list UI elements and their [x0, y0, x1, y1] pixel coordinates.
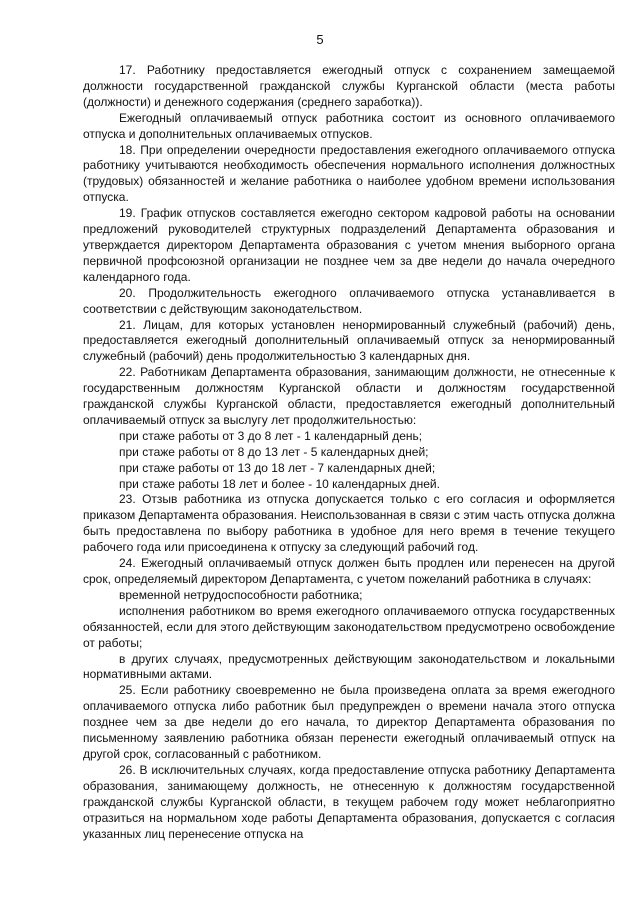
service-length-item-4: при стаже работы 18 лет и более - 10 календарных дней. [119, 476, 440, 491]
paragraph-17-annual-leave: Ежегодный оплачиваемый отпуск работника состоит из основного оплачиваемого отпуска и дополнительных оплачиваемых отпусков. [83, 110, 615, 141]
paragraph-22: 22. Работникам Департамента образования, занимающим должности, не отнесенные к государственным должностям Курганской области и должностям государственной гражданской службы Курганской области, предоставляется ежегодный дополнительный оплачиваемый отпуск за выслугу лет продолжительностью: [83, 365, 615, 427]
case-item-3: в других случаях, предусмотренных действующим законодательством и локальными нормативными актами. [83, 651, 615, 682]
service-length-item-3: при стаже работы от 13 до 18 лет - 7 календарных дней; [119, 460, 436, 475]
paragraph-20: 20. Продолжительность ежегодного оплачиваемого отпуска устанавливается в соответствии с действующим законодательством. [83, 285, 615, 316]
case-item-2: исполнения работником во время ежегодного оплачиваемого отпуска государственных обязанностей, если для этого действующим законодательством предусмотрено освобождение от работы; [83, 603, 615, 650]
paragraph-19: 19. График отпусков составляется ежегодно сектором кадровой работы на основании предложений руководителей структурных подразделений Департамента образования и утверждается директором Департамента образования с учетом мнения выборного органа первичной профсоюзной организации не позднее чем за две недели до начала очередного календарного года. [83, 206, 615, 284]
case-item-1: временной нетрудоспособности работника; [119, 587, 363, 602]
paragraph-17: 17. Работнику предоставляется ежегодный отпуск с сохранением замещаемой должности государственной гражданской службы Курганской области (места работы (должности) и денежного содержания (среднего заработка)). [83, 63, 615, 109]
document-body [83, 63, 615, 842]
paragraph-25: 25. Если работнику своевременно не была произведена оплата за время ежегодного оплачиваемого отпуска либо работник был предупрежден о времени начала этого отпуска позднее чем за две недели до его начала, то директор Департамента образования по письменному заявлению работника обязан перенести ежегодный оплачиваемый отпуск на другой срок, согласованный с работником. [83, 683, 615, 761]
paragraph-23: 23. Отзыв работника из отпуска допускается только с его согласия и оформляется приказом Департамента образования. Неиспользованная в связи с этим часть отпуска должна быть предоставлена по выбору работника в удобное для него время в течение текущего рабочего года или присоединена к отпуску за следующий рабочий год. [83, 492, 615, 555]
page-number: 5 [316, 32, 324, 47]
paragraph-18: 18. При определении очередности предоставления ежегодного оплачиваемого отпуска работнику учитываются необходимость обеспечения нормального исполнения должностных (трудовых) обязанностей и желание работника о наиболее удобном времени использования отпуска. [83, 142, 615, 205]
service-length-item-2: при стаже работы от 8 до 13 лет - 5 календарных дней; [119, 444, 429, 459]
service-length-item-1: при стаже работы от 3 до 8 лет - 1 календарный день; [119, 428, 423, 443]
paragraph-24: 24. Ежегодный оплачиваемый отпуск должен быть продлен или перенесен на другой срок, определяемый директором Департамента, с учетом пожеланий работника в случаях: [83, 556, 615, 586]
paragraph-21: 21. Лицам, для которых установлен ненормированный служебный (рабочий) день, предоставляется ежегодный дополнительный оплачиваемый отпуск за ненормированный служебный (рабочий) день продолжительностью 3 календарных дня. [83, 317, 615, 364]
paragraph-26: 26. В исключительных случаях, когда предоставление отпуска работнику Департамента образования, занимающему должность, не отнесенную к должностям государственной гражданской службы Курганской области, в текущем рабочем году может неблагоприятно отразиться на нормальном ходе работы Департамента образования, допускается с согласия указанных лиц перенесение отпуска на [83, 762, 615, 841]
